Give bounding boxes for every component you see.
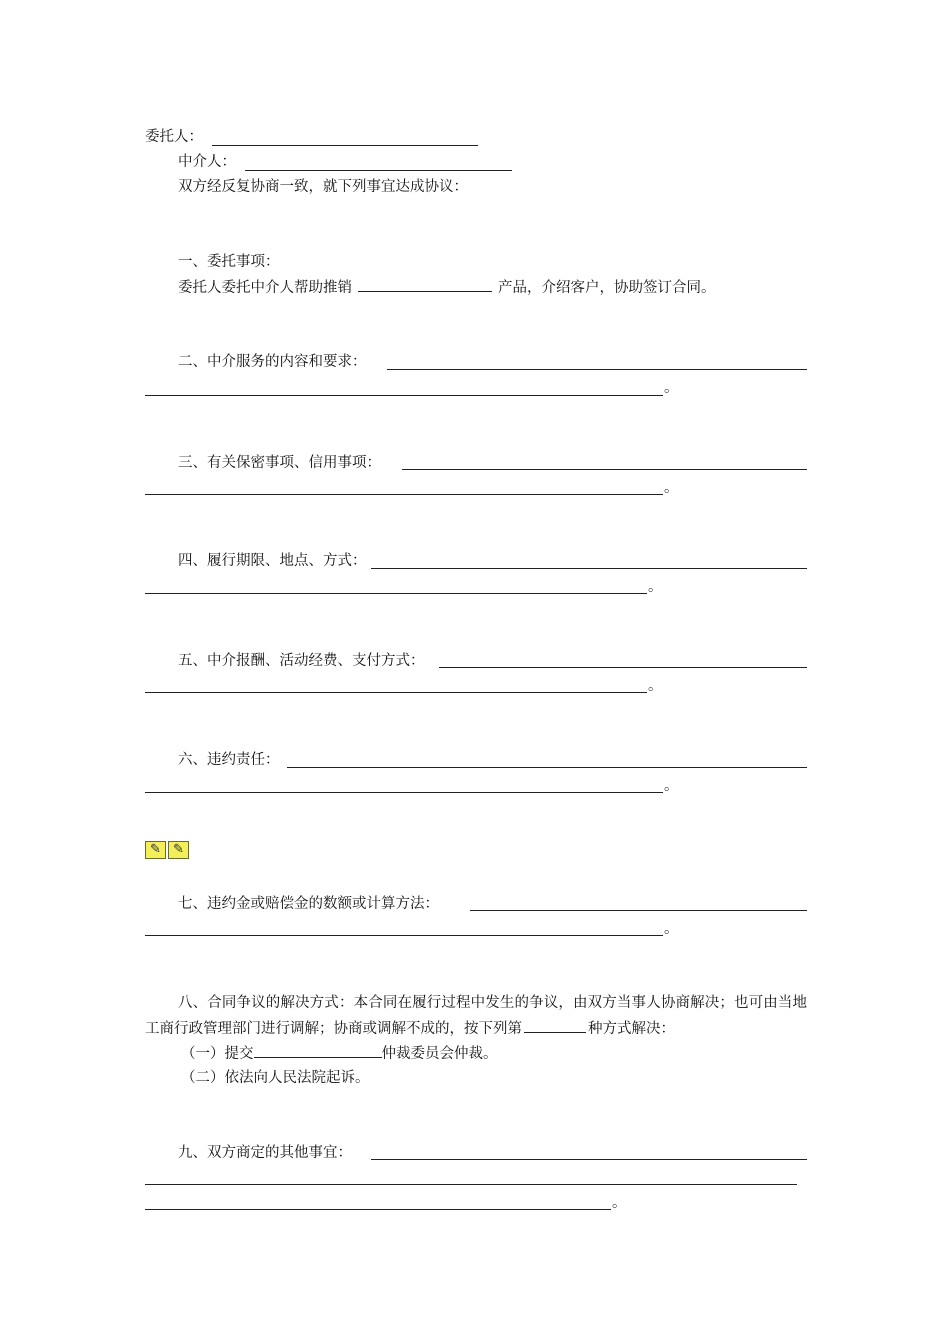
edit-icon[interactable]: ✎ bbox=[145, 841, 166, 859]
section-3-blank-1[interactable] bbox=[402, 469, 807, 470]
section-7-blank-1[interactable] bbox=[470, 910, 807, 911]
section-4-blank-2[interactable] bbox=[145, 593, 647, 594]
section-6-blank-2[interactable] bbox=[145, 792, 663, 793]
section-3-blank-2[interactable] bbox=[145, 494, 663, 495]
section-6-blank-1[interactable] bbox=[287, 767, 807, 768]
section-4-title: 四、履行期限、地点、方式： bbox=[178, 553, 367, 569]
section-2-period: 。 bbox=[664, 380, 679, 396]
section-5-blank-1[interactable] bbox=[439, 667, 807, 668]
section-1-body-a: 委托人委托中介人帮助推销 bbox=[178, 280, 352, 296]
section-9-period: 。 bbox=[612, 1195, 627, 1211]
section-9-blank-1[interactable] bbox=[371, 1159, 807, 1160]
section-2-blank-2[interactable] bbox=[145, 395, 663, 396]
section-4-period: 。 bbox=[648, 579, 663, 595]
intro-text: 双方经反复协商一致，就下列事宜达成协议： bbox=[178, 179, 468, 195]
section-8-body bbox=[145, 990, 807, 1042]
section-5-blank-2[interactable] bbox=[145, 692, 647, 693]
agent-label: 中介人： bbox=[178, 154, 236, 170]
section-8-option-1 bbox=[181, 1043, 498, 1064]
client-blank[interactable] bbox=[212, 145, 478, 146]
section-1-title: 一、委托事项： bbox=[178, 254, 280, 270]
agent-blank[interactable] bbox=[245, 170, 512, 171]
section-2-blank-1[interactable] bbox=[387, 369, 807, 370]
section-8-option-2: （二）依法向人民法院起诉。 bbox=[181, 1070, 370, 1086]
client-label: 委托人： bbox=[145, 129, 203, 145]
section-3-period: 。 bbox=[664, 480, 679, 496]
section-1-body bbox=[178, 277, 716, 298]
section-5-title: 五、中介报酬、活动经费、支付方式： bbox=[178, 653, 425, 669]
method-number-blank[interactable] bbox=[524, 1018, 586, 1033]
section-4-blank-1[interactable] bbox=[371, 568, 807, 569]
product-blank[interactable] bbox=[358, 277, 492, 292]
section-7-period: 。 bbox=[664, 921, 679, 937]
section-9-blank-2[interactable] bbox=[145, 1184, 797, 1185]
section-3-title: 三、有关保密事项、信用事项： bbox=[178, 455, 381, 471]
edit-icon[interactable]: ✎ bbox=[168, 841, 189, 859]
section-7-title: 七、违约金或赔偿金的数额或计算方法： bbox=[178, 896, 439, 912]
section-8-body-a: 八、合同争议的解决方式：本合同在履行过程中发生的争议，由双方当事人协商解决；也可由当地工商行政管理部门进行调解；协商或调解不成的，按下列第 bbox=[145, 995, 807, 1037]
section-8-body-b: 种方式解决： bbox=[588, 1021, 675, 1037]
section-1-body-b: 产品，介绍客户，协助签订合同。 bbox=[498, 280, 716, 296]
section-7-blank-2[interactable] bbox=[145, 935, 663, 936]
section-2-title: 二、中介服务的内容和要求： bbox=[178, 354, 367, 370]
section-6-title: 六、违约责任： bbox=[178, 752, 280, 768]
option-1-b: 仲裁委员会仲裁。 bbox=[381, 1046, 498, 1062]
option-1-a: （一）提交 bbox=[181, 1046, 254, 1062]
section-9-title: 九、双方商定的其他事宜： bbox=[178, 1145, 352, 1161]
section-5-period: 。 bbox=[648, 678, 663, 694]
arbitration-blank[interactable] bbox=[254, 1043, 382, 1058]
section-9-blank-3[interactable] bbox=[145, 1209, 611, 1210]
edit-icons[interactable] bbox=[145, 841, 189, 859]
section-6-period: 。 bbox=[664, 778, 679, 794]
